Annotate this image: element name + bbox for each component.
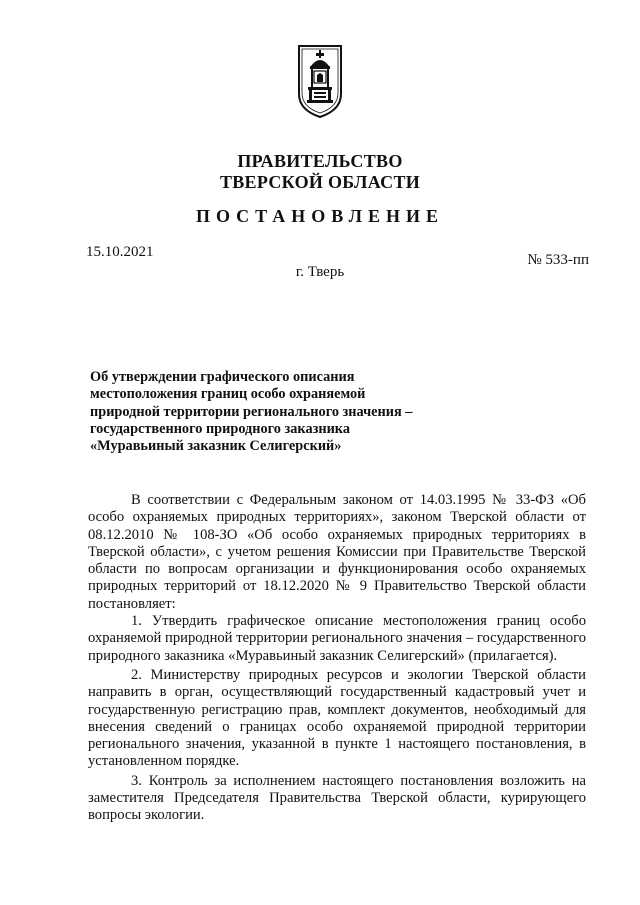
- document-body: [88, 492, 586, 825]
- item-3-paragraph: 3. Контроль за исполнением настоящего постановления возложить на заместителя Председателя Правительства Тверской области, курирующего вопросы экологии.: [88, 772, 586, 824]
- organization-region: ТВЕРСКОЙ ОБЛАСТИ: [219, 172, 421, 192]
- subject-line: государственного природного заказника: [90, 420, 350, 437]
- item-1-paragraph: 1. Утвердить графическое описание местоположения границ особо охраняемой природной территории регионального значения – государственного природного заказника «Муравьиный заказник Селигерский» (прилагается).: [88, 613, 586, 664]
- preamble-paragraph: В соответствии с Федеральным законом от 14.03.1995 № 33-ФЗ «Об особо охраняемых природных территориях», законом Тверской области от 08.12.2010 № 108-ЗО «Об особо охраняемых природных территориях в Тверской области», с учетом решения Комиссии при Правительстве Тверской области по вопросам организации и функционирования особо охраняемых природных территорий от 18.12.2020 № 9 Правительство Тверской области постановляет:: [88, 492, 586, 612]
- document-number: № 533-пп: [527, 252, 589, 268]
- document-city: г. Тверь: [295, 264, 345, 280]
- subject-line: местоположения границ особо охраняемой: [90, 386, 366, 403]
- coat-of-arms-icon: [296, 44, 344, 120]
- subject-line: Об утверждении графического описания: [90, 369, 355, 385]
- document-date: 15.10.2021: [86, 244, 154, 260]
- item-2-paragraph: 2. Министерству природных ресурсов и экологии Тверской области направить в орган, осуществляющий государственный кадастровый учет и государственную регистрацию прав, комплект документов, необходимый для внесения сведений о границах особо охраняемой природной территории регионального значения, указанной в пункте 1 настоящего постановления, в установленном порядке.: [88, 666, 586, 770]
- document-subject: [90, 369, 450, 455]
- organization-name: ПРАВИТЕЛЬСТВО: [237, 151, 403, 171]
- subject-line: природной территории регионального значения –: [90, 403, 413, 420]
- document-type: ПОСТАНОВЛЕНИЕ: [195, 206, 445, 226]
- subject-line: «Муравьиный заказник Селигерский»: [90, 438, 342, 455]
